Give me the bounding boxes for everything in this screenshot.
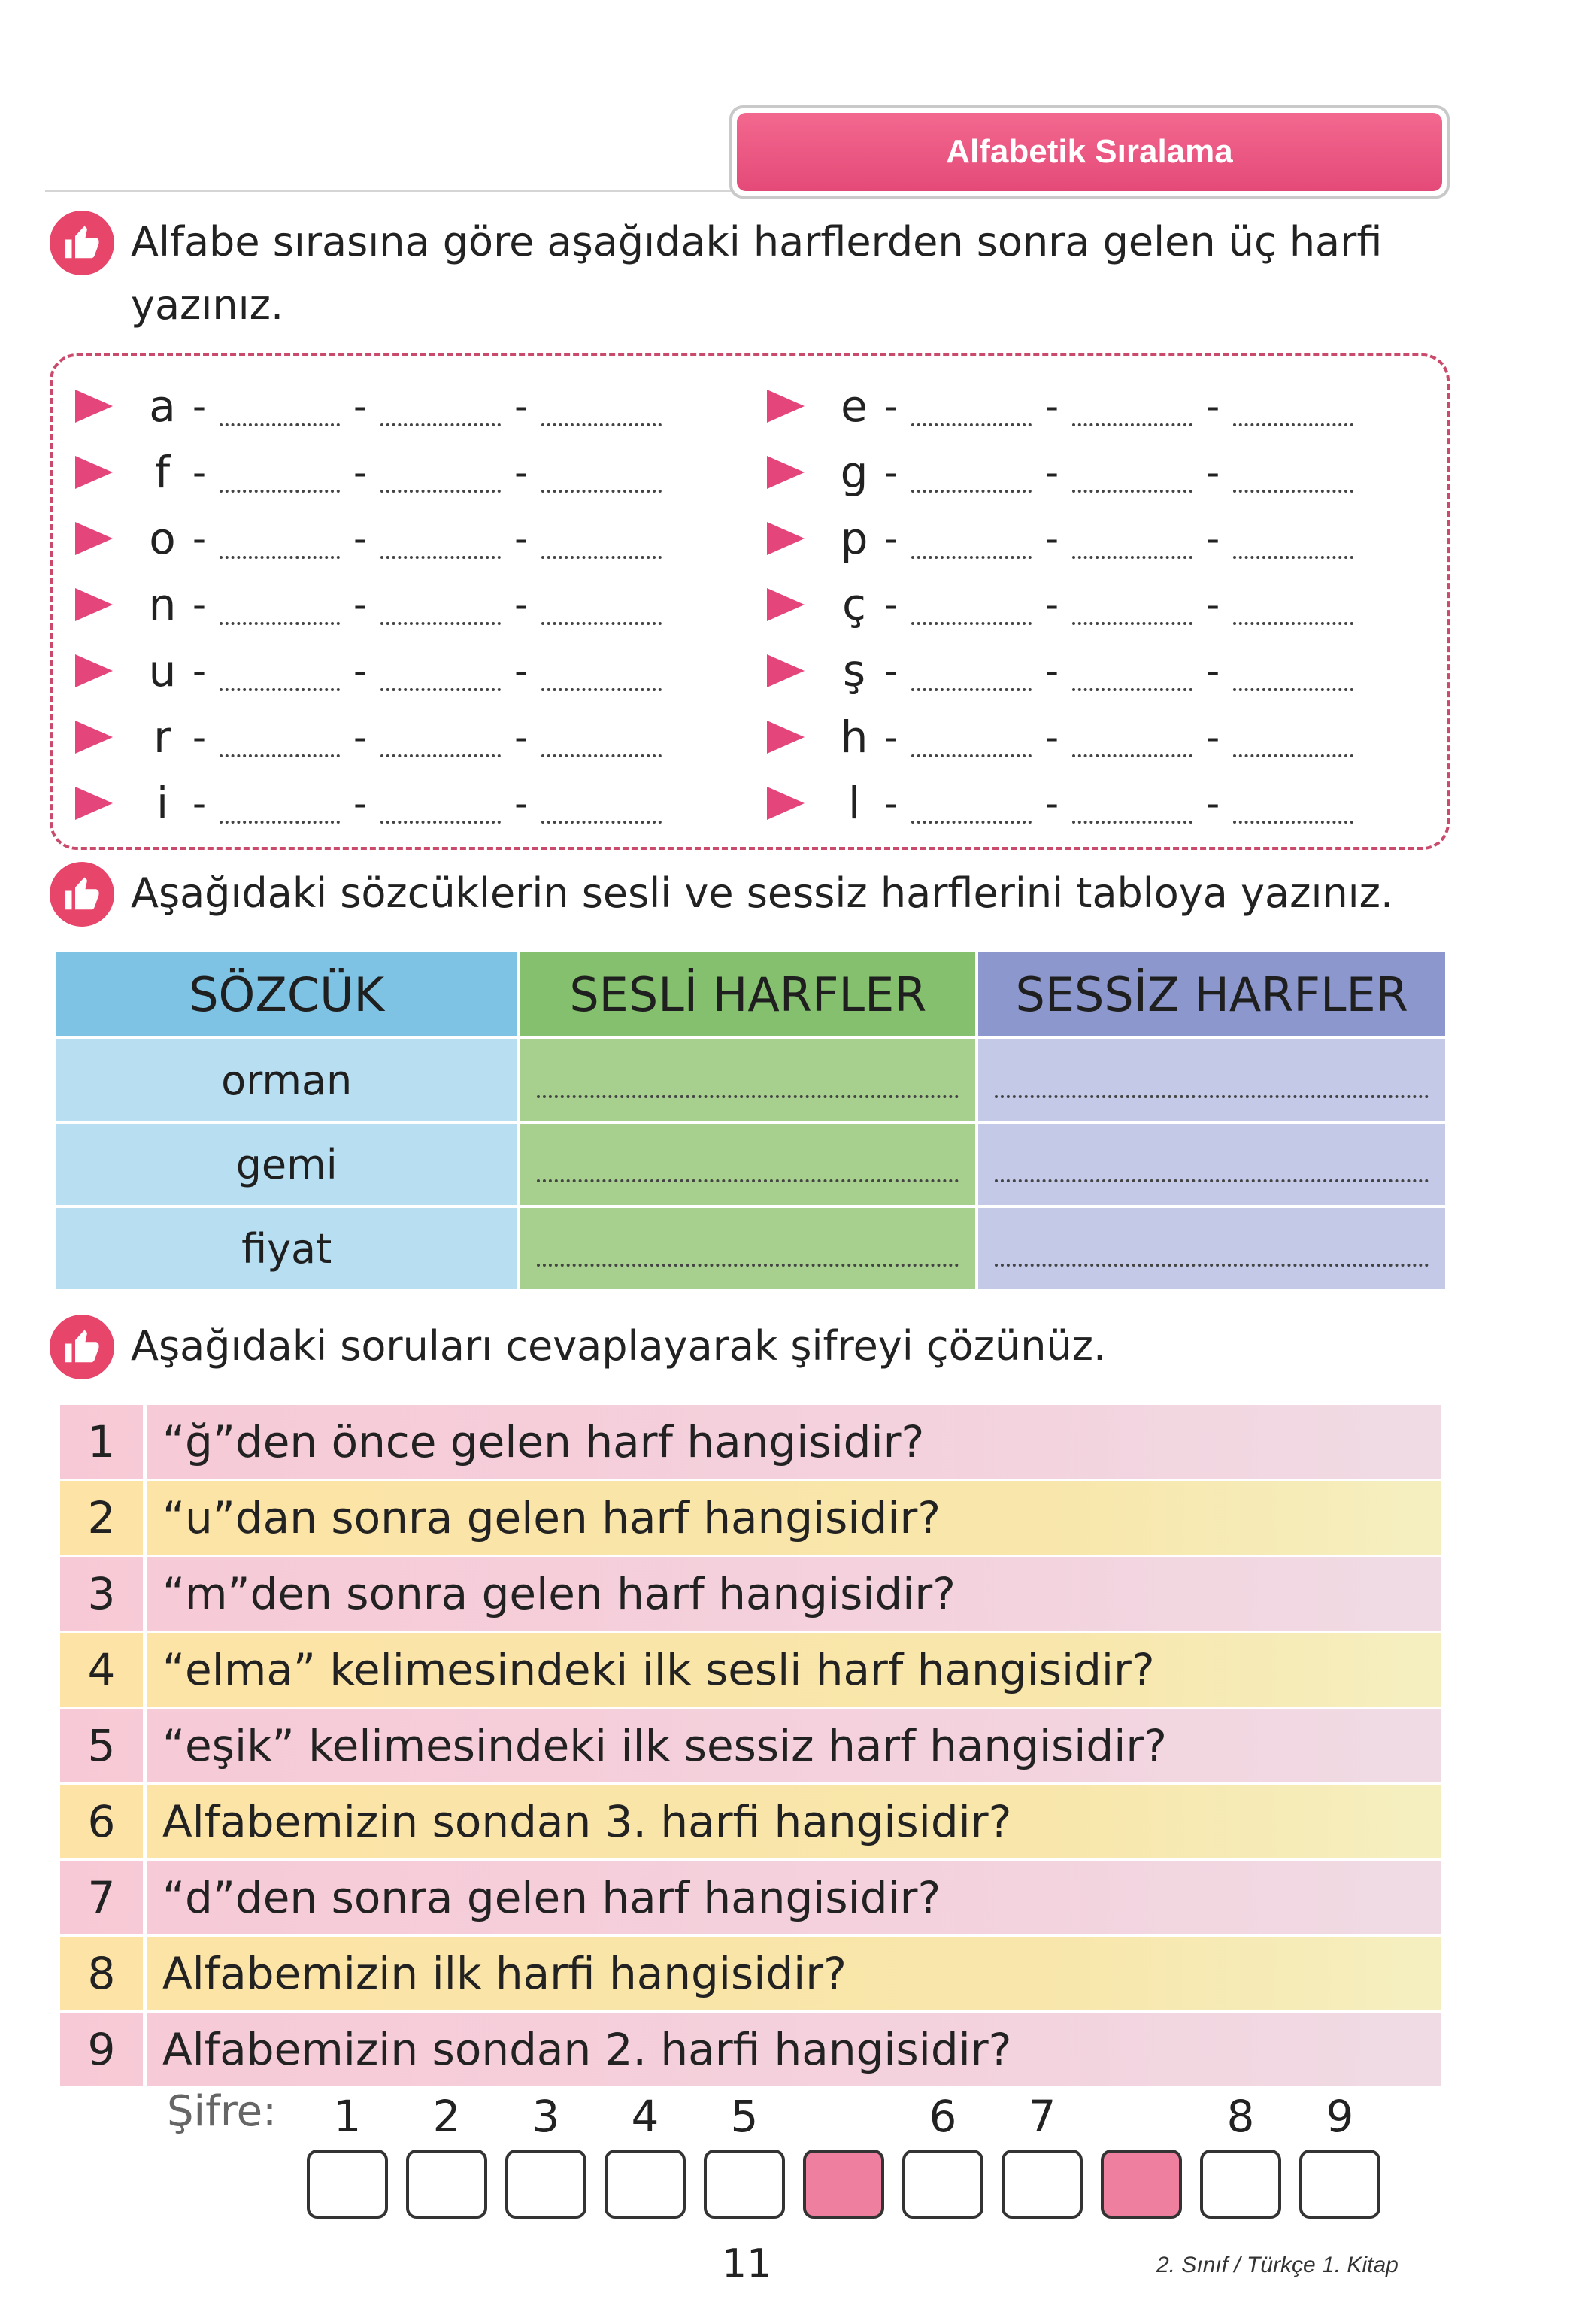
alphabet-row xyxy=(75,376,662,436)
question-row xyxy=(60,1481,1441,1555)
dash: - xyxy=(514,781,529,825)
answer-blank[interactable] xyxy=(541,732,662,757)
dash: - xyxy=(1206,715,1220,759)
question-row xyxy=(60,1937,1441,2010)
exercise1-instruction: Alfabe sırasına göre aşağıdaki harflerden sonra gelen üç harfi yazınız. xyxy=(131,218,1383,329)
answer-blank[interactable] xyxy=(1072,599,1192,625)
header-vowels: SESLİ HARFLER xyxy=(519,951,977,1038)
answer-blank[interactable] xyxy=(911,401,1032,426)
dash: - xyxy=(884,781,899,825)
dash: - xyxy=(514,649,529,693)
start-letter: ç xyxy=(842,579,866,630)
cipher-separator-box xyxy=(803,2150,884,2219)
cipher-answer-box[interactable] xyxy=(605,2150,686,2219)
answer-blank[interactable] xyxy=(220,599,340,625)
section-title: Alfabetik Sıralama xyxy=(737,113,1442,191)
answer-blank[interactable] xyxy=(1072,401,1192,426)
cipher-digit: 1 xyxy=(333,2091,362,2142)
start-letter: g xyxy=(840,447,868,498)
dash: - xyxy=(1045,517,1059,560)
dash: - xyxy=(884,715,899,759)
page-number: 11 xyxy=(722,2241,772,2286)
dash: - xyxy=(192,649,207,693)
dash: - xyxy=(192,583,207,627)
arrow-right-icon xyxy=(767,588,805,621)
alphabet-row xyxy=(75,707,662,767)
vowels-answer-cell[interactable] xyxy=(519,1038,977,1122)
dash: - xyxy=(514,715,529,759)
question-number: 1 xyxy=(87,1416,116,1467)
exercise3-instruction: Aşağıdaki soruları cevaplayarak şifreyi çözünüz. xyxy=(131,1322,1107,1370)
question-row xyxy=(60,1861,1441,1934)
thumbs-up-icon xyxy=(50,1315,114,1379)
arrow-right-icon xyxy=(767,654,805,687)
cipher-answer-box[interactable] xyxy=(1002,2150,1083,2219)
arrow-right-icon xyxy=(75,588,113,621)
word-cell: orman xyxy=(54,1038,519,1122)
table-row xyxy=(54,1038,1447,1122)
answer-blank[interactable] xyxy=(220,732,340,757)
question-number: 7 xyxy=(87,1872,116,1923)
cipher-digit: 8 xyxy=(1226,2091,1255,2142)
question-row xyxy=(60,1785,1441,1858)
dash: - xyxy=(1045,451,1059,494)
dash: - xyxy=(1206,583,1220,627)
answer-blank[interactable] xyxy=(911,599,1032,625)
arrow-right-icon xyxy=(767,522,805,555)
arrow-right-icon xyxy=(767,787,805,820)
answer-blank[interactable] xyxy=(1233,401,1353,426)
arrow-right-icon xyxy=(75,390,113,423)
answer-blank[interactable] xyxy=(220,401,340,426)
vowels-answer-cell[interactable] xyxy=(519,1122,977,1206)
answer-blank[interactable] xyxy=(1072,467,1192,493)
answer-blank[interactable] xyxy=(380,798,501,824)
consonants-answer-cell[interactable] xyxy=(977,1038,1447,1122)
exercise1-heading xyxy=(50,211,1456,337)
answer-blank[interactable] xyxy=(1233,798,1353,824)
question-number: 6 xyxy=(87,1796,116,1847)
cipher-digit: 9 xyxy=(1326,2091,1354,2142)
cipher-answer-box[interactable] xyxy=(505,2150,586,2219)
arrow-right-icon xyxy=(767,456,805,489)
cipher-separator-box xyxy=(1101,2150,1182,2219)
answer-blank[interactable] xyxy=(1072,533,1192,559)
question-row xyxy=(60,1405,1441,1479)
question-number: 9 xyxy=(87,2024,116,2075)
dash: - xyxy=(884,649,899,693)
alphabet-row xyxy=(75,575,662,635)
alphabet-row xyxy=(75,442,662,502)
answer-blank[interactable] xyxy=(380,467,501,493)
answer-blank[interactable] xyxy=(1233,666,1353,691)
arrow-right-icon xyxy=(75,522,113,555)
question-row xyxy=(60,1709,1441,1782)
answer-blank[interactable] xyxy=(1233,467,1353,493)
dash: - xyxy=(192,781,207,825)
exercise2-heading xyxy=(50,862,1393,927)
answer-blank[interactable] xyxy=(541,467,662,493)
alphabet-row xyxy=(767,442,1353,502)
answer-blank[interactable] xyxy=(1072,732,1192,757)
header-consonants: SESSİZ HARFLER xyxy=(977,951,1447,1038)
dash: - xyxy=(514,451,529,494)
answer-blank[interactable] xyxy=(380,666,501,691)
dash: - xyxy=(1045,781,1059,825)
alphabet-row xyxy=(767,707,1353,767)
dash: - xyxy=(1045,384,1059,428)
vowel-consonant-table xyxy=(53,949,1448,1292)
question-number: 5 xyxy=(87,1720,116,1771)
answer-blank[interactable] xyxy=(1233,533,1353,559)
dash: - xyxy=(1045,649,1059,693)
thumbs-up-icon xyxy=(50,862,114,927)
answer-blank[interactable] xyxy=(541,401,662,426)
answer-blank[interactable] xyxy=(220,666,340,691)
alphabet-row xyxy=(75,641,662,701)
answer-blank[interactable] xyxy=(220,533,340,559)
dash: - xyxy=(514,583,529,627)
cipher-digit: 7 xyxy=(1028,2091,1056,2142)
start-letter: u xyxy=(148,645,177,696)
cipher-digit: 6 xyxy=(929,2091,957,2142)
question-text: “d”den sonra gelen harf hangisidir? xyxy=(162,1872,941,1923)
cipher-answer-box[interactable] xyxy=(704,2150,785,2219)
dash: - xyxy=(1206,451,1220,494)
dash: - xyxy=(1206,781,1220,825)
answer-blank[interactable] xyxy=(911,732,1032,757)
question-text: “ğ”den önce gelen harf hangisidir? xyxy=(162,1416,925,1467)
question-number: 8 xyxy=(87,1948,116,1999)
alphabet-row xyxy=(75,773,662,833)
question-row xyxy=(60,1633,1441,1707)
answer-blank[interactable] xyxy=(911,467,1032,493)
question-text: “m”den sonra gelen harf hangisidir? xyxy=(162,1568,956,1619)
question-text: Alfabemizin sondan 2. harfi hangisidir? xyxy=(162,2024,1012,2075)
dash: - xyxy=(1045,583,1059,627)
cipher-label: Şifre: xyxy=(167,2087,277,2136)
start-letter: r xyxy=(153,711,171,763)
cipher-digit: 4 xyxy=(631,2091,659,2142)
dash: - xyxy=(884,384,899,428)
dash: - xyxy=(1045,715,1059,759)
header-rule xyxy=(45,190,737,192)
start-letter: n xyxy=(148,579,177,630)
dash: - xyxy=(192,384,207,428)
book-reference: 2. Sınıf / Türkçe 1. Kitap xyxy=(1156,2253,1399,2277)
start-letter: f xyxy=(154,447,171,498)
arrow-right-icon xyxy=(75,721,113,754)
table-row xyxy=(54,1122,1447,1206)
answer-blank[interactable] xyxy=(1072,798,1192,824)
question-text: “u”dan sonra gelen harf hangisidir? xyxy=(162,1492,941,1543)
dash: - xyxy=(884,451,899,494)
alphabet-row xyxy=(767,508,1353,569)
exercise2-instruction: Aşağıdaki sözcüklerin sesli ve sessiz harflerini tabloya yazınız. xyxy=(131,869,1394,917)
dash: - xyxy=(353,384,368,428)
arrow-right-icon xyxy=(75,456,113,489)
answer-blank[interactable] xyxy=(541,533,662,559)
start-letter: p xyxy=(840,513,868,564)
header-word: SÖZCÜK xyxy=(54,951,519,1038)
arrow-right-icon xyxy=(767,721,805,754)
word-cell: fiyat xyxy=(54,1206,519,1291)
dash: - xyxy=(514,517,529,560)
dash: - xyxy=(514,384,529,428)
dash: - xyxy=(1206,649,1220,693)
question-row xyxy=(60,2013,1441,2086)
answer-blank[interactable] xyxy=(1233,732,1353,757)
start-letter: e xyxy=(841,381,868,432)
table-header-row xyxy=(54,951,1447,1038)
answer-blank[interactable] xyxy=(1233,599,1353,625)
answer-blank[interactable] xyxy=(380,533,501,559)
dash: - xyxy=(1206,384,1220,428)
answer-blank[interactable] xyxy=(911,533,1032,559)
consonants-answer-cell[interactable] xyxy=(977,1122,1447,1206)
answer-blank[interactable] xyxy=(541,599,662,625)
cipher-answer-box[interactable] xyxy=(1299,2150,1380,2219)
word-cell: gemi xyxy=(54,1122,519,1206)
question-number: 3 xyxy=(87,1568,116,1619)
arrow-right-icon xyxy=(75,654,113,687)
dash: - xyxy=(353,715,368,759)
start-letter: h xyxy=(840,711,868,763)
cipher-answer-box[interactable] xyxy=(406,2150,487,2219)
dash: - xyxy=(192,451,207,494)
cipher-digit: 3 xyxy=(532,2091,560,2142)
question-text: Alfabemizin sondan 3. harfi hangisidir? xyxy=(162,1796,1012,1847)
dash: - xyxy=(353,781,368,825)
question-number: 2 xyxy=(87,1492,116,1543)
start-letter: a xyxy=(149,381,176,432)
alphabet-row xyxy=(767,376,1353,436)
dash: - xyxy=(1206,517,1220,560)
start-letter: o xyxy=(149,513,176,564)
arrow-right-icon xyxy=(767,390,805,423)
question-row xyxy=(60,1557,1441,1631)
alphabet-row xyxy=(767,773,1353,833)
table-row xyxy=(54,1206,1447,1291)
question-text: “elma” kelimesindeki ilk sesli harf hangisidir? xyxy=(162,1644,1155,1695)
cipher-digit: 5 xyxy=(730,2091,759,2142)
question-text: “eşik” kelimesindeki ilk sessiz harf hangisidir? xyxy=(162,1720,1167,1771)
question-number: 4 xyxy=(87,1644,116,1695)
start-letter: i xyxy=(156,778,169,829)
answer-blank[interactable] xyxy=(911,666,1032,691)
cipher-answer-box[interactable] xyxy=(902,2150,983,2219)
dash: - xyxy=(192,517,207,560)
start-letter: ş xyxy=(842,645,866,696)
dash: - xyxy=(192,715,207,759)
alphabet-row xyxy=(75,508,662,569)
answer-blank[interactable] xyxy=(911,798,1032,824)
thumbs-up-icon xyxy=(50,211,114,275)
dash: - xyxy=(353,649,368,693)
section-title-badge xyxy=(729,105,1450,199)
answer-blank[interactable] xyxy=(541,666,662,691)
dash: - xyxy=(884,583,899,627)
question-text: Alfabemizin ilk harfi hangisidir? xyxy=(162,1948,847,1999)
alphabet-row xyxy=(767,641,1353,701)
arrow-right-icon xyxy=(75,787,113,820)
dash: - xyxy=(884,517,899,560)
cipher-digit: 2 xyxy=(432,2091,461,2142)
answer-blank[interactable] xyxy=(380,732,501,757)
answer-blank[interactable] xyxy=(380,401,501,426)
consonants-answer-cell[interactable] xyxy=(977,1206,1447,1291)
dash: - xyxy=(353,451,368,494)
answer-blank[interactable] xyxy=(220,467,340,493)
start-letter: l xyxy=(847,778,861,829)
answer-blank[interactable] xyxy=(541,798,662,824)
cipher-answer-box[interactable] xyxy=(307,2150,388,2219)
dash: - xyxy=(353,517,368,560)
cipher-answer-box[interactable] xyxy=(1200,2150,1281,2219)
exercise3-heading xyxy=(50,1315,1106,1379)
vowels-answer-cell[interactable] xyxy=(519,1206,977,1291)
answer-blank[interactable] xyxy=(380,599,501,625)
answer-blank[interactable] xyxy=(1072,666,1192,691)
dash: - xyxy=(353,583,368,627)
answer-blank[interactable] xyxy=(220,798,340,824)
alphabet-row xyxy=(767,575,1353,635)
